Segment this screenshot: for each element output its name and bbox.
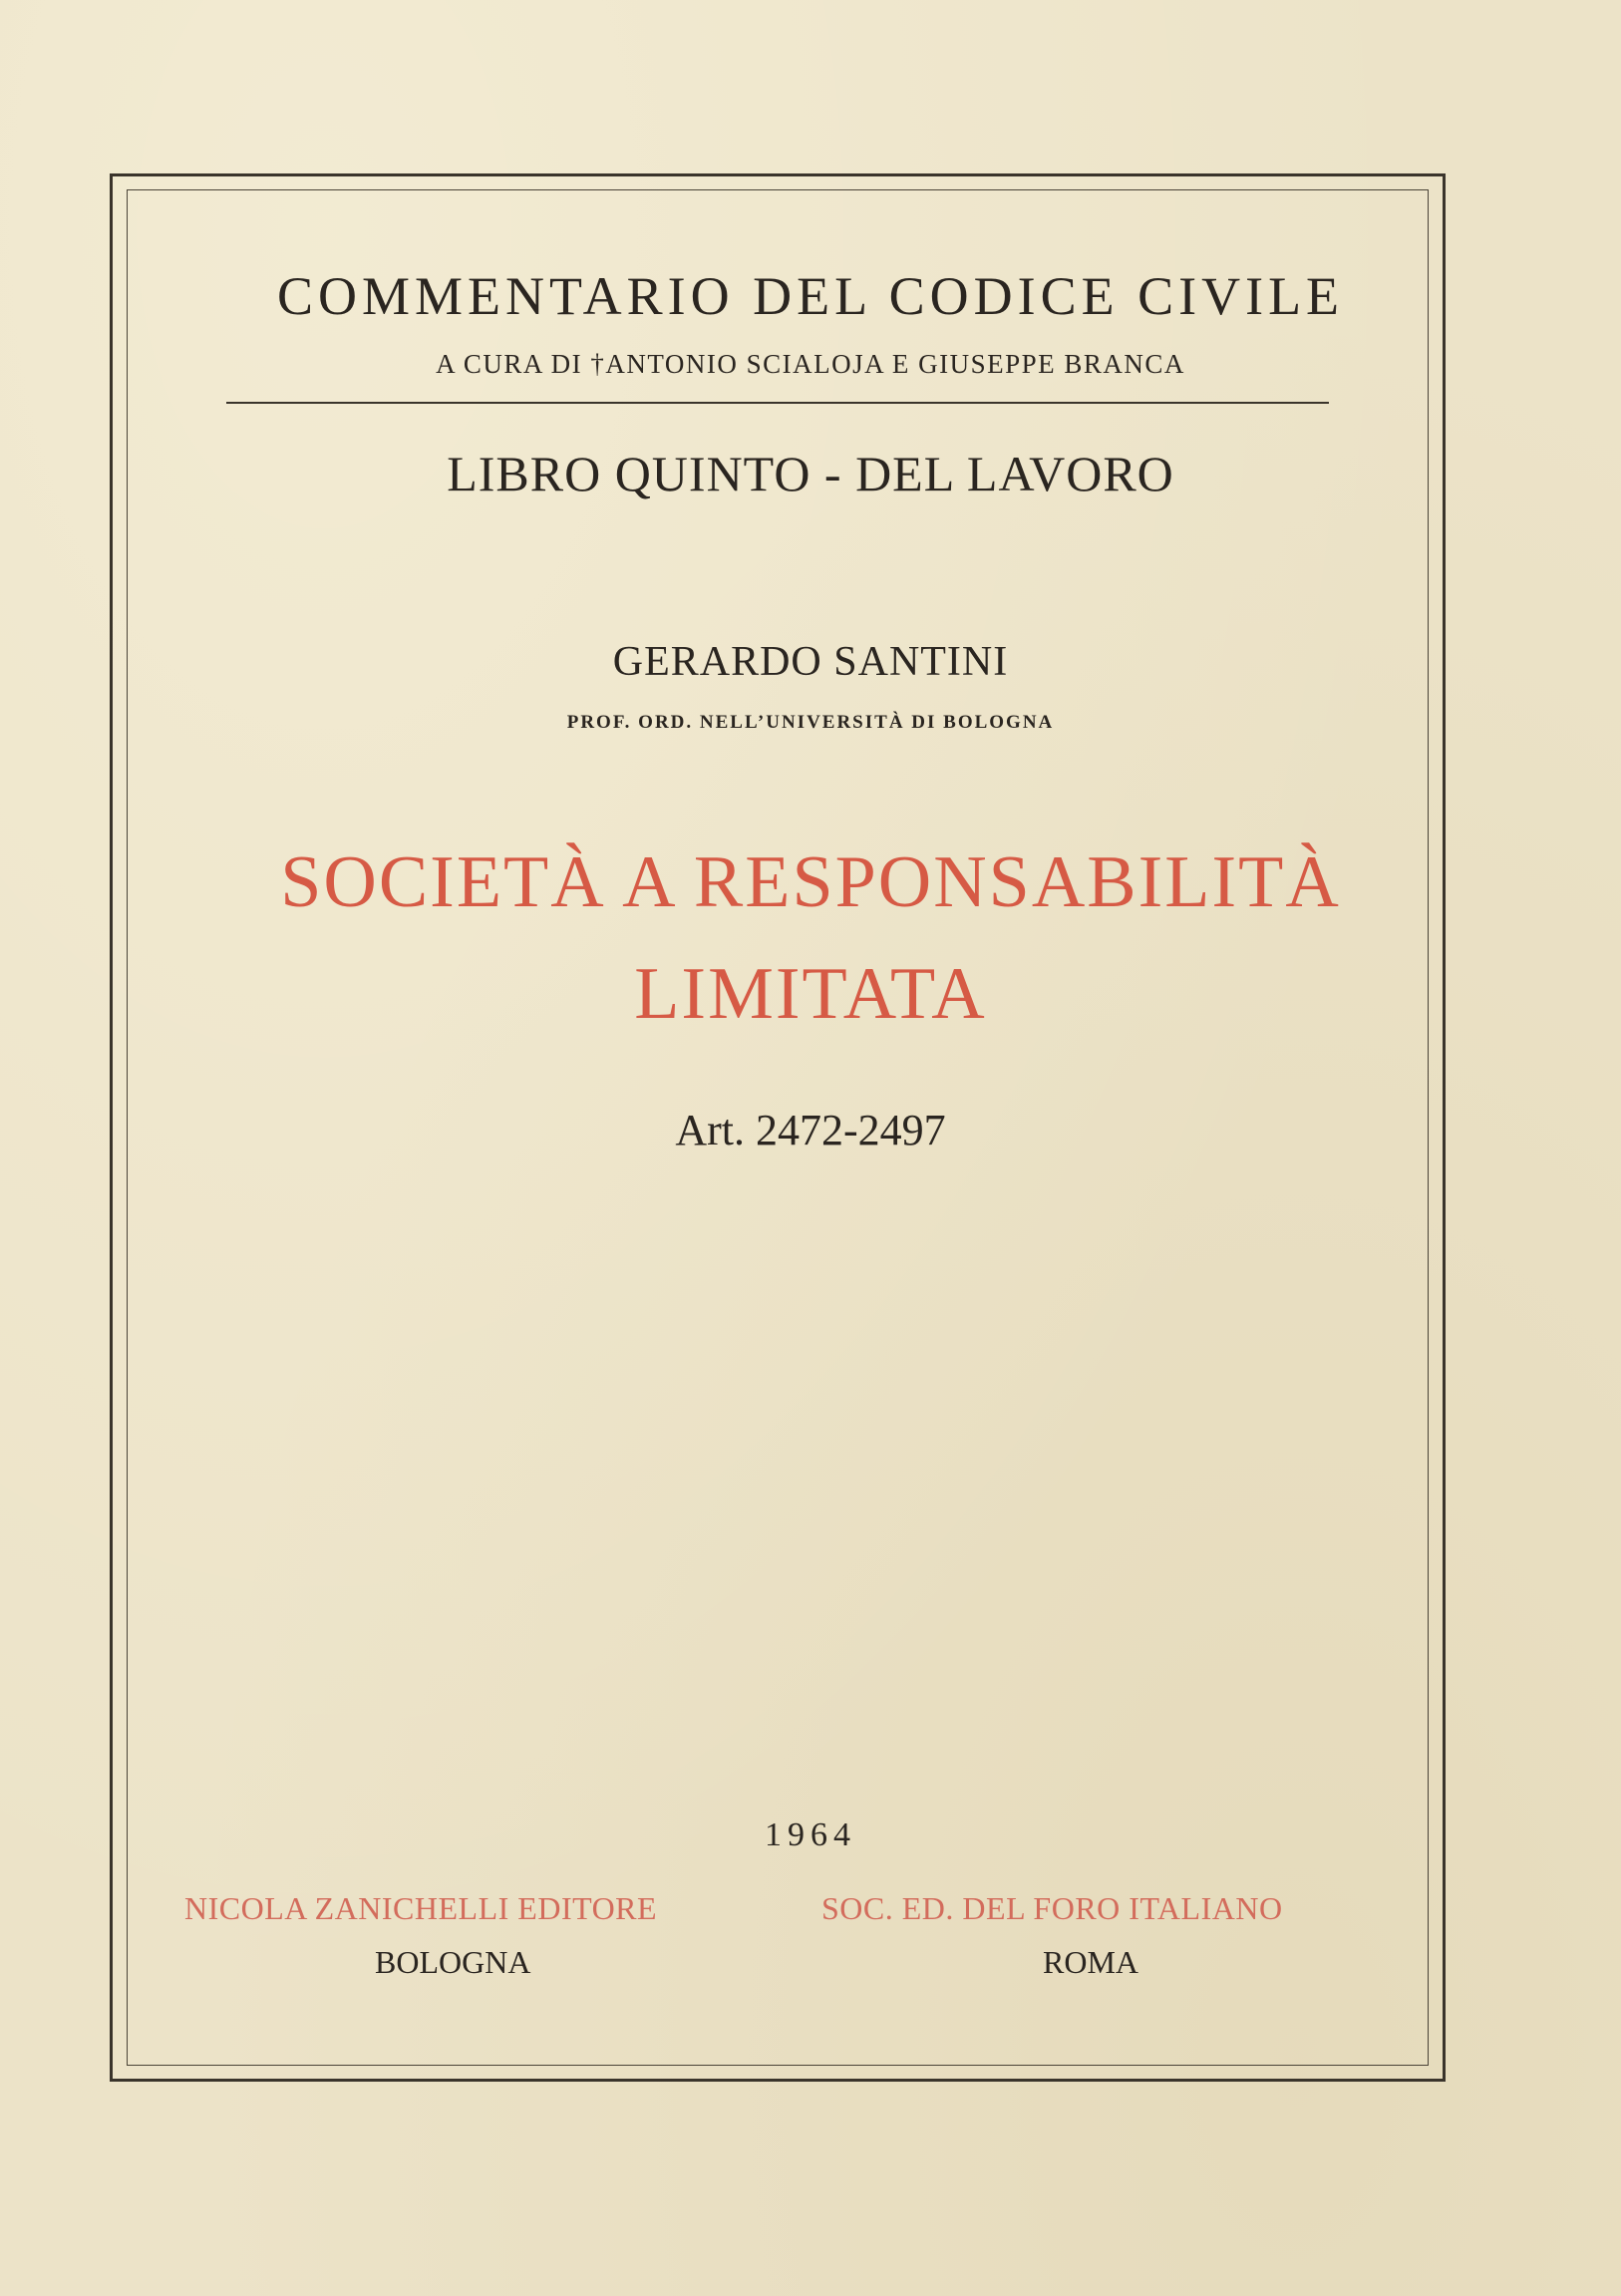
main-title-line-2: LIMITATA: [634, 953, 987, 1035]
series-title: COMMENTARIO DEL CODICE CIVILE: [276, 266, 1345, 326]
author-name: GERARDO SANTINI: [612, 639, 1009, 685]
city-right: ROMA: [1043, 1944, 1139, 1980]
horizontal-rule: [226, 402, 1329, 404]
book-section-title: LIBRO QUINTO - DEL LAVORO: [447, 446, 1174, 501]
main-title-line-1: SOCIETÀ A RESPONSABILITÀ: [280, 841, 1341, 923]
author-affiliation: PROF. ORD. NELL’UNIVERSITÀ DI BOLOGNA: [566, 712, 1055, 733]
publication-year: 1964: [765, 1816, 856, 1853]
city-left: BOLOGNA: [375, 1944, 531, 1980]
publisher-right: SOC. ED. DEL FORO ITALIANO: [821, 1890, 1283, 1926]
articles-range: Art. 2472-2497: [675, 1106, 946, 1154]
editors-line: A CURA DI †ANTONIO SCIALOJA E GIUSEPPE BRANCA: [436, 349, 1185, 379]
publisher-left: NICOLA ZANICHELLI EDITORE: [184, 1890, 658, 1926]
